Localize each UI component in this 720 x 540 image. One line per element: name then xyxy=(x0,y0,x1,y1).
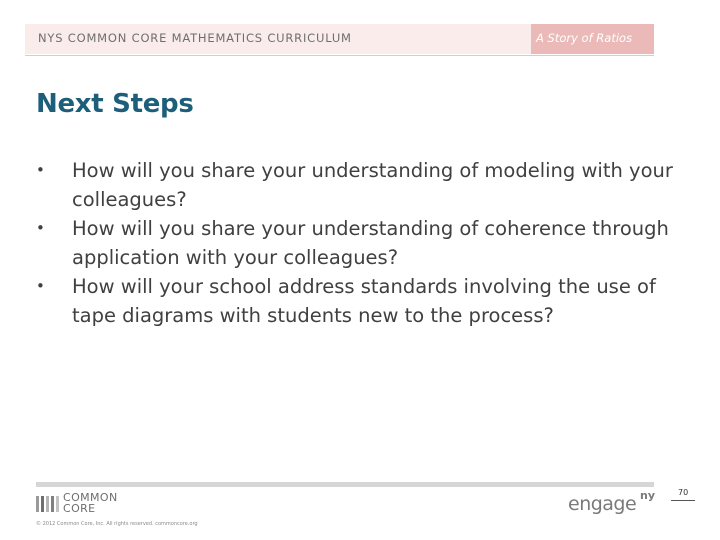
curriculum-label: NYS COMMON CORE MATHEMATICS CURRICULUM xyxy=(38,31,352,45)
bullet-list xyxy=(36,156,686,330)
logo-line-1: COMMON xyxy=(63,491,118,504)
header-divider xyxy=(25,55,654,56)
module-label: A Story of Ratios xyxy=(536,31,633,45)
bullet-dot-icon: • xyxy=(36,161,45,179)
common-core-logo-icon xyxy=(36,494,60,514)
bullet-dot-icon: • xyxy=(36,277,45,295)
bullet-item xyxy=(36,214,686,272)
bullet-text: How will you share your understanding of modeling with your colleagues? xyxy=(72,159,673,211)
bullet-dot-icon: • xyxy=(36,219,45,237)
footer-divider xyxy=(36,482,654,487)
page-number: 70 xyxy=(678,488,689,497)
engage-ny-logo: engage xyxy=(568,493,637,515)
engage-ny-superscript: ny xyxy=(640,489,656,502)
bullet-item xyxy=(36,156,686,214)
bullet-item xyxy=(36,272,686,330)
common-core-wordmark xyxy=(63,492,118,514)
slide-title: Next Steps xyxy=(36,89,194,119)
logo-line-2: CORE xyxy=(63,502,96,515)
bullet-text: How will your school address standards involving the use of tape diagrams with students new to the process? xyxy=(72,275,656,327)
bullet-text: How will you share your understanding of coherence through application with your colleagues? xyxy=(72,217,669,269)
page-number-underline xyxy=(671,500,695,501)
copyright-notice: © 2012 Common Core, Inc. All rights reserved. commoncore.org xyxy=(36,521,198,527)
